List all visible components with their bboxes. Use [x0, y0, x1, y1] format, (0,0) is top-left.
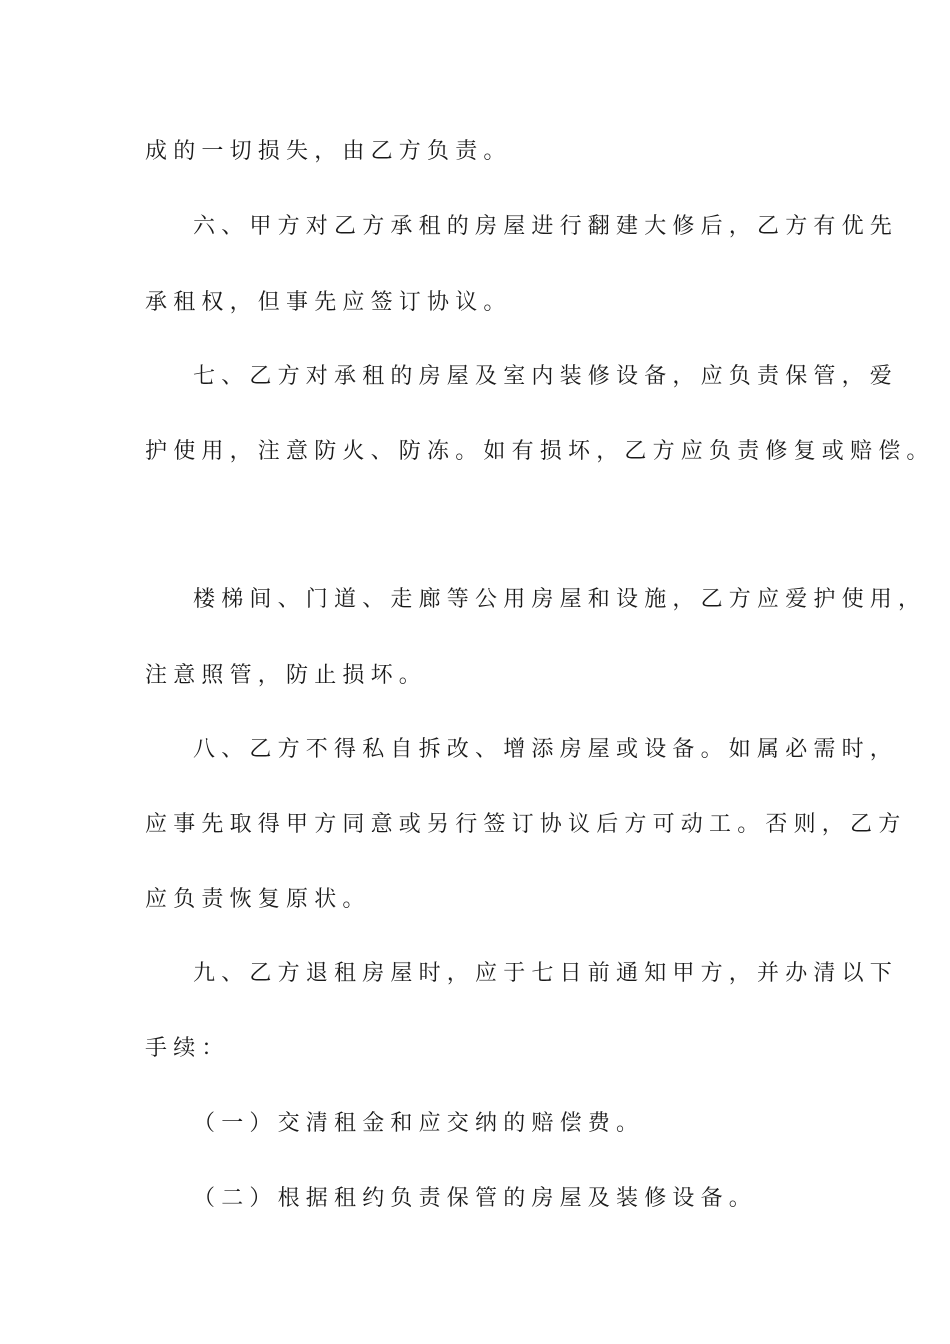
paragraph-line: 六、甲方对乙方承租的房屋进行翻建大修后，乙方有优先	[193, 214, 899, 239]
paragraph-line: 楼梯间、门道、走廊等公用房屋和设施，乙方应爱护使用，	[193, 587, 927, 612]
paragraph-line: 成的一切损失，由乙方负责。	[145, 139, 512, 164]
paragraph-line: 手续：	[145, 1036, 230, 1061]
paragraph-line: 承租权，但事先应签订协议。	[145, 290, 512, 315]
paragraph-line: 应事先取得甲方同意或另行签订协议后方可动工。否则，乙方	[145, 812, 907, 837]
list-item: （二）根据租约负责保管的房屋及装修设备。	[193, 1186, 758, 1211]
paragraph-line: 九、乙方退租房屋时，应于七日前通知甲方，并办清以下	[193, 961, 899, 986]
paragraph-line: 注意照管，防止损坏。	[145, 663, 428, 688]
paragraph-line: 应负责恢复原状。	[145, 887, 371, 912]
paragraph-line: 七、乙方对承租的房屋及室内装修设备，应负责保管，爱	[193, 364, 899, 389]
paragraph-line: 护使用，注意防火、防冻。如有损坏，乙方应负责修复或赔偿。	[145, 439, 935, 464]
paragraph-line: 八、乙方不得私自拆改、增添房屋或设备。如属必需时，	[193, 737, 899, 762]
list-item: （一）交清租金和应交纳的赔偿费。	[193, 1111, 645, 1136]
